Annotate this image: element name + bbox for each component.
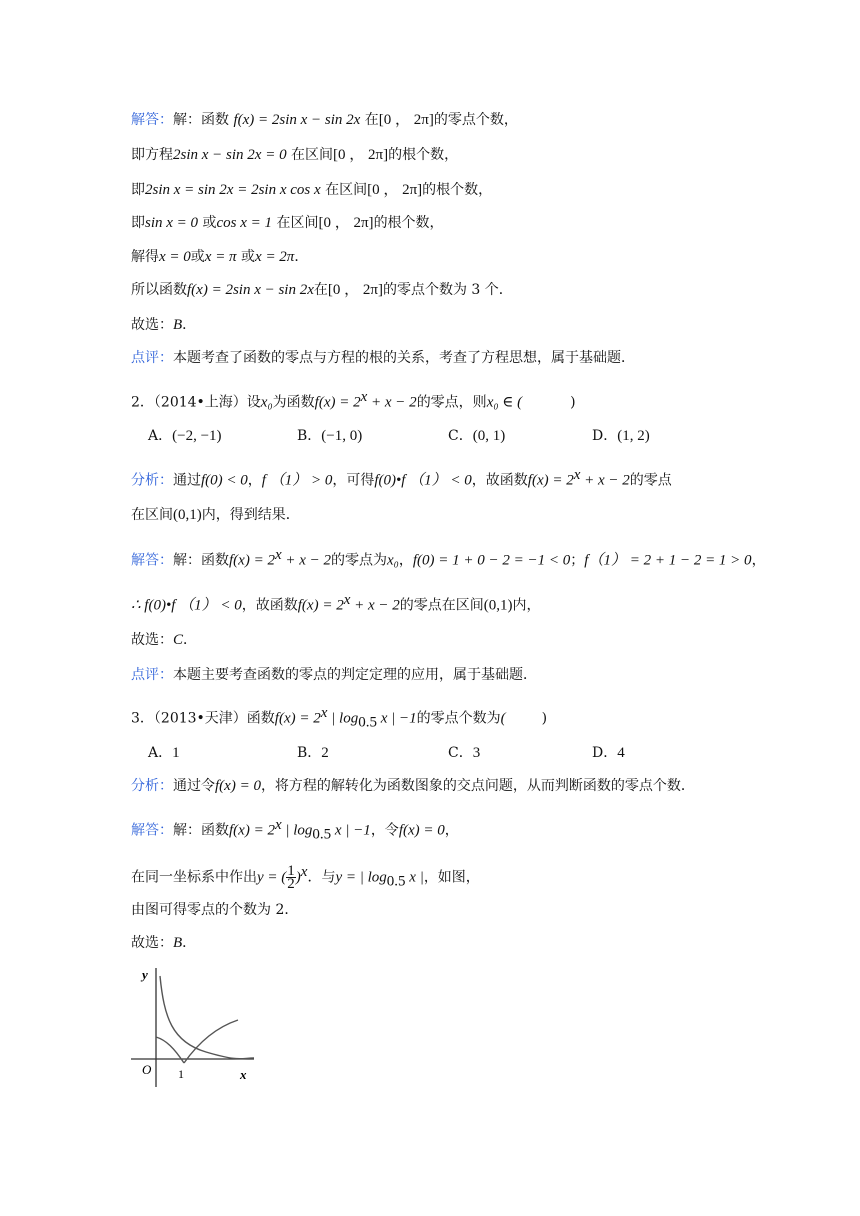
answer-line: 故选：B． xyxy=(131,317,197,333)
solution-line-5: 解得x = 0或x = π 或x = 2π． xyxy=(131,249,309,265)
question-3-stem: 3．（2013•天津）函数$f(x) = 2^x$ | $\log_{0.5} x$ | −1的零点个数为( ) xyxy=(131,705,548,731)
comment-line: 点评：本题考查了函数的零点与方程的根的关系，考查了方程思想，属于基础题． xyxy=(131,350,635,366)
solution-line-1: 解答：解：函数$f(x) = 2^x + x - 2$的零点为x₀，f(0) = 1 + 0 − 2 = −1 < 0；f（1） = 2 + 1 − 2 = 1 > 0， xyxy=(131,547,766,569)
math-expr: 2sin x − sin 2x = 0 xyxy=(173,147,287,163)
math-expr: f(x) = 2sin x − sin 2x xyxy=(233,112,361,128)
answer-line: 故选：C． xyxy=(131,632,198,648)
option-c[interactable]: C．3 xyxy=(448,745,481,761)
solution-line-3: 即2sin x = sin 2x = 2sin x cos x 在区间[0 ， 2π]的根个数， xyxy=(131,182,493,198)
exp-curve xyxy=(160,976,254,1059)
math-interval: [0 ， 2π] xyxy=(327,282,383,298)
analysis-line-1: 分析：通过f(0) < 0，f （1） > 0，可得f(0)•f （1） < 0，故函数$f(x) = 2^x + x - 2$的零点 xyxy=(131,467,672,489)
math-interval: [0 ， 2π] xyxy=(367,182,423,198)
option-d[interactable]: D．(1, 2) xyxy=(592,428,650,444)
math-interval: [0 ， 2π] xyxy=(333,147,389,163)
answer-letter: C xyxy=(173,632,184,648)
comment-tag: 点评： xyxy=(131,667,173,683)
option-d[interactable]: D．4 xyxy=(592,745,625,761)
solution-line-1: 解答：解：函数 f(x) = 2sin x − sin 2x 在[0 ， 2π]的零点个数， xyxy=(131,112,518,128)
comment-line: 点评：本题主要考查函数的零点的判定定理的应用，属于基础题． xyxy=(131,667,537,683)
math-expr: sin x = 0 xyxy=(145,215,199,231)
x-label: x xyxy=(240,1067,247,1082)
solution-line-2: 在同一坐标系中作出y = ( $\frac{1}{2}$ )$^x$．与y = | $\log_{0.5} x$ |，如图， xyxy=(131,863,480,893)
solution-line-1: 解答：解：函数$f(x) = 2^x$ | $\log_{0.5} x$ | −1，令f(x) = 0， xyxy=(131,817,459,843)
solution-line-2: 即方程2sin x − sin 2x = 0 在区间[0 ， 2π]的根个数， xyxy=(131,147,459,163)
one-label: 1 xyxy=(178,1067,184,1081)
comment-tag: 点评： xyxy=(131,350,173,366)
analysis-line: 分析：通过令f(x) = 0，将方程的解转化为函数图象的交点问题，从而判断函数的零点个数． xyxy=(131,778,695,794)
math-expr: x = 0 xyxy=(159,249,191,265)
math-interval: [0 ， 2π] xyxy=(318,215,374,231)
math-expr: x = 2π xyxy=(255,249,295,265)
solution-line-6: 所以函数f(x) = 2sin x − sin 2x在[0 ， 2π]的零点个数为 3 个． xyxy=(131,282,513,298)
function-graph xyxy=(126,962,261,1092)
math-expr: x = π xyxy=(204,249,237,265)
fraction: $\frac{1}{2}$ xyxy=(287,863,295,893)
answer-letter: B xyxy=(173,935,183,951)
math-expr: 2sin x = sin 2x = 2sin x cos x xyxy=(145,182,321,198)
solution-tag: 解答： xyxy=(131,552,173,569)
option-b[interactable]: B．(−1, 0) xyxy=(297,428,363,444)
analysis-tag: 分析： xyxy=(131,472,173,489)
question-2-stem: 2．（2014•上海）设x₀为函数$f(x) = 2^x + x - 2$的零点，则x₀ ∈ ( ) xyxy=(131,389,576,411)
math-expr: cos x = 1 xyxy=(216,215,273,231)
answer-letter: B xyxy=(173,317,183,333)
origin-label: O xyxy=(142,1062,152,1077)
analysis-line-2: 在区间(0,1)内，得到结果． xyxy=(131,507,300,523)
answer-line: 故选：B． xyxy=(131,935,197,951)
solution-tag: 解答： xyxy=(131,112,173,128)
solution-line-3: 由图可得零点的个数为 2． xyxy=(131,902,299,918)
option-b[interactable]: B．2 xyxy=(297,745,329,761)
math-expr: f(x) = 2sin x − sin 2x xyxy=(187,282,314,298)
analysis-tag: 分析： xyxy=(131,778,173,794)
solution-line-2: ∴ f(0)•f （1） < 0，故函数$f(x) = 2^x + x - 2$的零点在区间(0,1)内， xyxy=(131,592,541,614)
option-a[interactable]: A．1 xyxy=(148,745,180,761)
solution-tag: 解答： xyxy=(131,822,173,839)
option-a[interactable]: A．(−2, −1) xyxy=(148,428,222,444)
y-label: y xyxy=(142,967,148,982)
option-c[interactable]: C．(0, 1) xyxy=(448,428,506,444)
solution-line-4: 即sin x = 0 或cos x = 1 在区间[0 ， 2π]的根个数， xyxy=(131,215,444,231)
math-interval: [0 ， 2π] xyxy=(378,112,434,128)
